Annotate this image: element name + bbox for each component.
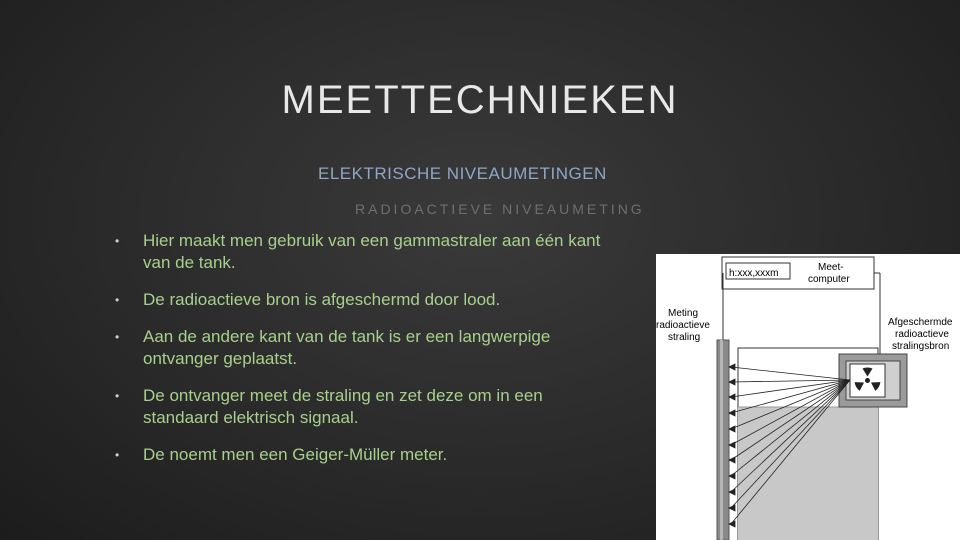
meter-label-1: Meting: [668, 308, 699, 319]
bullet-item: [115, 444, 615, 466]
display-value: h:xxx,xxxm: [729, 268, 779, 279]
bullet-icon: •: [115, 234, 120, 248]
meter-label-3: straling: [668, 332, 701, 343]
computer-label-2: computer: [808, 274, 850, 285]
bullet-text: De noemt men een Geiger-Müller meter.: [143, 445, 448, 464]
bullet-text: Hier maakt men gebruik van een gammastraler aan één kant van de tank.: [143, 231, 601, 272]
meter-label-2: radioactieve: [656, 320, 710, 331]
bullet-item: [115, 385, 615, 429]
bullet-text: De ontvanger meet de straling en zet deze om in een standaard elektrisch signaal.: [143, 386, 543, 427]
slide-title: MEETTECHNIEKEN: [281, 78, 679, 122]
computer-label-1: Meet-: [818, 262, 844, 273]
bullet-item: [115, 289, 615, 311]
bullet-item: [115, 230, 615, 274]
source-label-3: stralingsbron: [892, 341, 950, 352]
tank-liquid: [738, 407, 878, 540]
bullet-icon: •: [115, 330, 120, 344]
slide-subtitle: ELEKTRISCHE NIVEAUMETINGEN: [318, 164, 607, 183]
bullet-icon: •: [115, 389, 120, 403]
bullet-item: [115, 326, 615, 370]
level-measurement-diagram: [656, 254, 960, 540]
source-label-1: Afgeschermde: [888, 317, 953, 328]
bullet-text: De radioactieve bron is afgeschermd door lood.: [143, 290, 501, 309]
bullet-text: Aan de andere kant van de tank is er een langwerpige ontvanger geplaatst.: [143, 327, 551, 368]
source-label-2: radioactieve: [895, 329, 949, 340]
bullet-list: [115, 230, 615, 481]
bullet-icon: •: [115, 293, 120, 307]
bullet-icon: •: [115, 448, 120, 462]
slide-subsubtitle: RADIOACTIEVE NIVEAUMETING: [355, 201, 645, 217]
